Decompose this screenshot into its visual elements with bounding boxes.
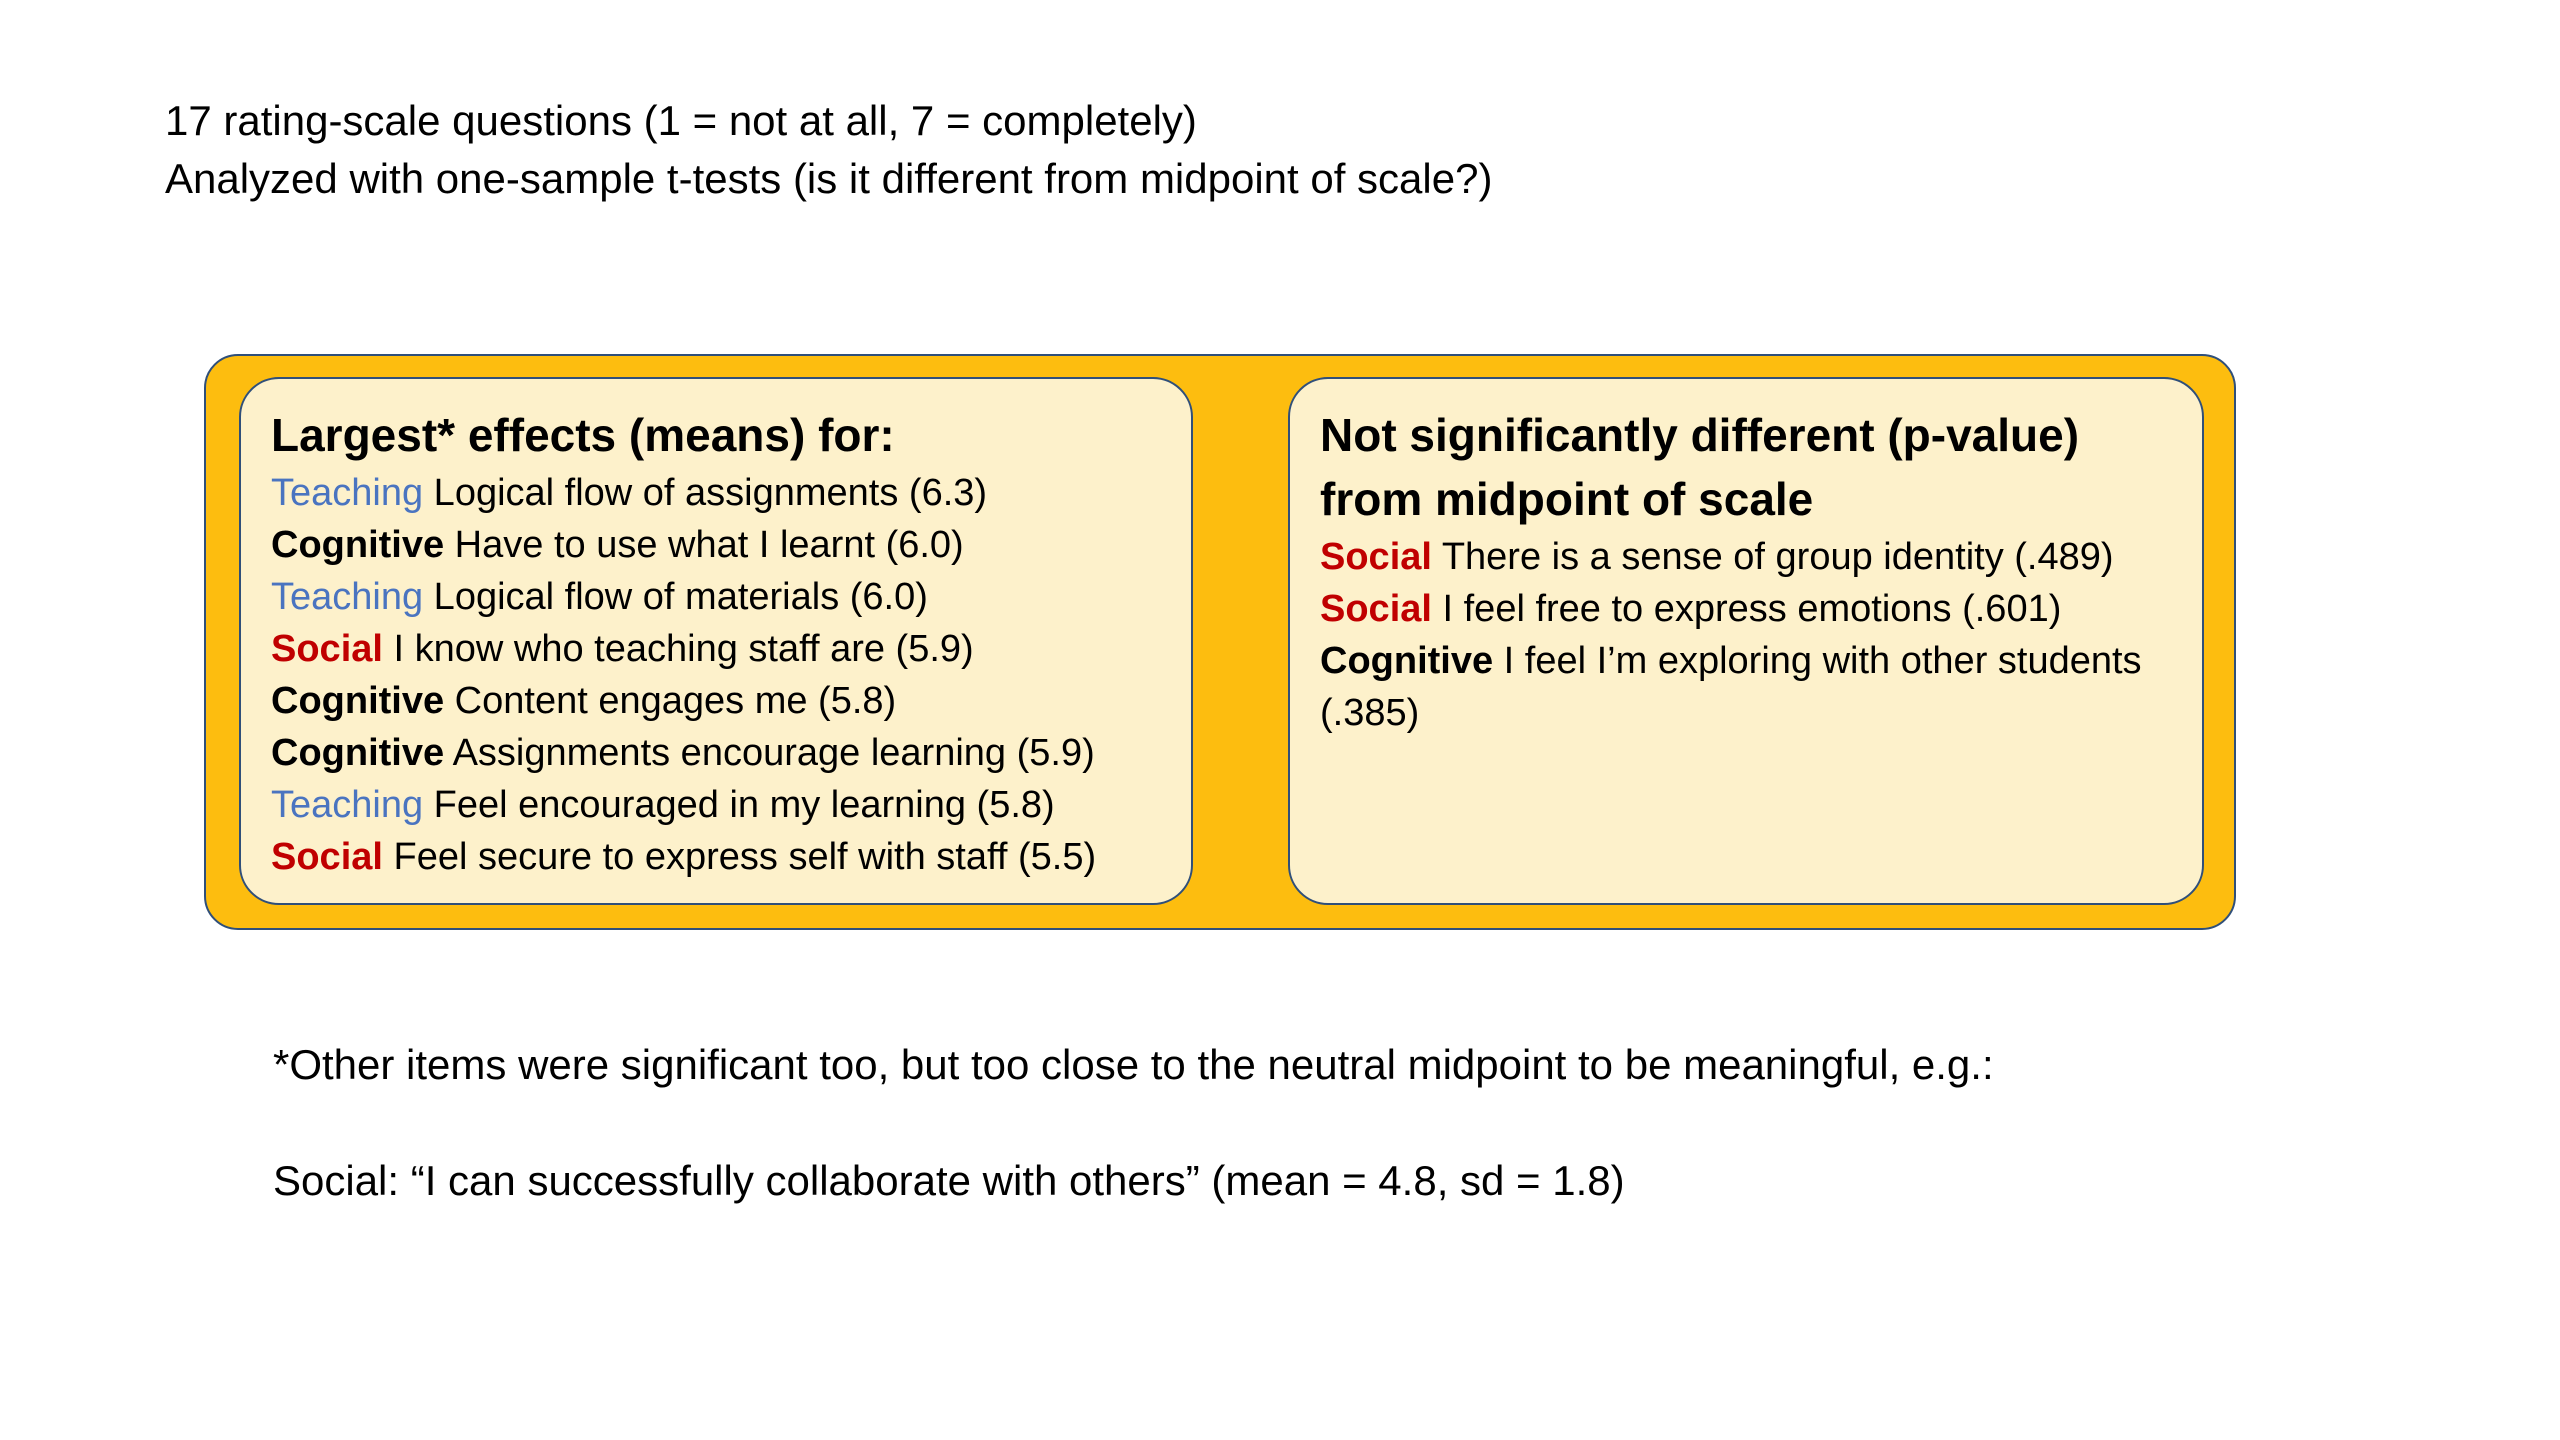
category-label: Cognitive	[1320, 640, 1494, 682]
category-label: Social	[1320, 588, 1432, 630]
item-text: I feel I’m exploring with other students (.385)	[1320, 640, 2142, 734]
not-significant-heading	[1320, 403, 2174, 531]
category-label: Social	[1320, 536, 1432, 578]
footnote: *Other items were significant too, but too close to the neutral midpoint to be meaningful, e.g.:	[273, 1041, 1994, 1088]
intro-line-2: Analyzed with one-sample t-tests (is it different from midpoint of scale?)	[165, 155, 1493, 202]
intro-line-1: 17 rating-scale questions (1 = not at all, 7 = completely)	[165, 97, 1197, 144]
item-text: I know who teaching staff are (5.9)	[382, 628, 974, 670]
category-label: Cognitive	[271, 732, 445, 774]
list-item	[271, 831, 1163, 883]
list-item	[1320, 635, 2174, 739]
largest-effects-box	[239, 377, 1193, 905]
category-label: Cognitive	[271, 524, 445, 566]
largest-effects-heading: Largest* effects (means) for:	[271, 409, 895, 461]
not-significant-box	[1288, 377, 2204, 905]
item-text: Assignments encourage learning (5.9)	[444, 732, 1095, 774]
intro-text	[165, 92, 1492, 208]
category-label: Teaching	[271, 472, 424, 514]
list-item	[271, 571, 1163, 623]
category-label: Social	[271, 836, 383, 878]
not-significant-heading-line-1: Not significantly different (p-value)	[1320, 409, 2080, 461]
list-item	[271, 623, 1163, 675]
results-panel	[204, 354, 2236, 930]
list-item	[1320, 531, 2174, 583]
list-item	[1320, 583, 2174, 635]
list-item	[271, 467, 1163, 519]
list-item	[271, 519, 1163, 571]
item-text: Content engages me (5.8)	[444, 680, 897, 722]
category-label: Social	[271, 628, 383, 670]
category-label: Teaching	[271, 576, 424, 618]
list-item	[271, 675, 1163, 727]
item-text: There is a sense of group identity (.489)	[1431, 536, 2114, 578]
item-text: Logical flow of materials (6.0)	[423, 576, 928, 618]
item-text: Have to use what I learnt (6.0)	[444, 524, 964, 566]
example-item: Social: “I can successfully collaborate with others” (mean = 4.8, sd = 1.8)	[273, 1157, 1625, 1204]
category-label: Teaching	[271, 784, 424, 826]
not-significant-heading-line-2: from midpoint of scale	[1320, 473, 1814, 525]
list-item	[271, 779, 1163, 831]
item-text: Feel secure to express self with staff (5.5)	[382, 836, 1097, 878]
category-label: Cognitive	[271, 680, 445, 722]
item-text: I feel free to express emotions (.601)	[1431, 588, 2062, 630]
item-text: Feel encouraged in my learning (5.8)	[423, 784, 1055, 826]
list-item	[271, 727, 1163, 779]
item-text: Logical flow of assignments (6.3)	[423, 472, 988, 514]
